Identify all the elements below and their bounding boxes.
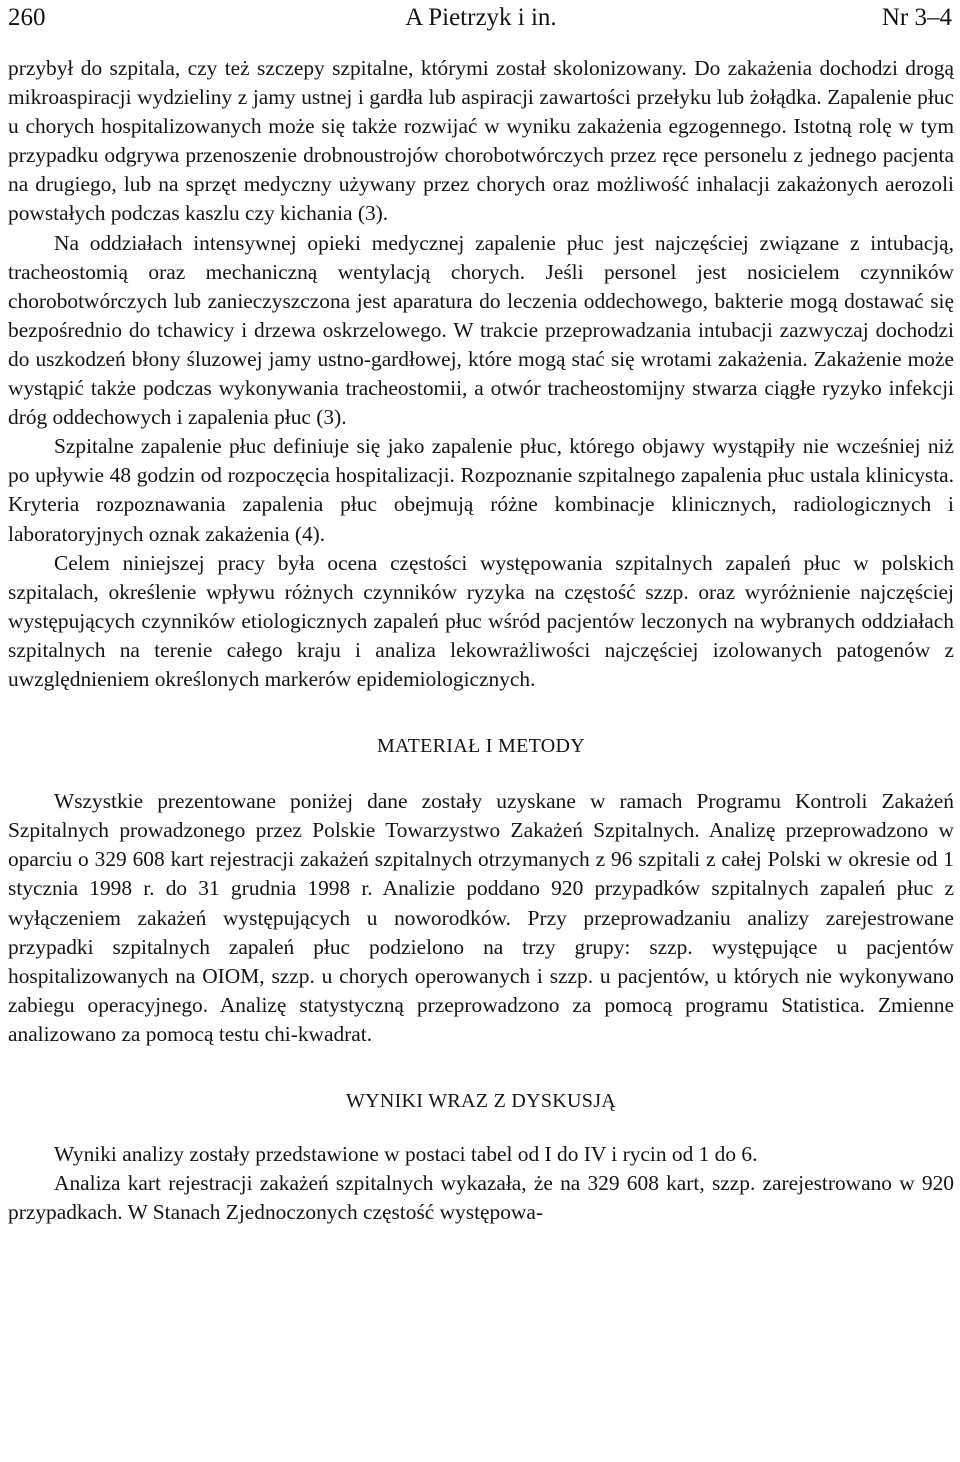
intro-paragraph-1: przybył do szpitala, czy też szczepy szpitalne, którymi został skolonizowany. Do zakażenia dochodzi drogą mikroaspiracji wydzieliny z jamy ustnej i gardła lub aspiracji zawartości przełyku lub żołądka. Zapalenie płuc u chorych hospitalizowanych może się także rozwijać w wyniku zakażenia egzogennego. Istotną rolę w tym przypadku odgrywa przenoszenie drobnoustrojów chorobotwórczych przez ręce personelu z jednego pacjenta na drugiego, lub na sprzęt medyczny używany przez chorych oraz możliwość inhalacji zakażonych aerozoli powstałych podczas kaszlu czy kichania (3). bbox=[8, 56, 954, 226]
results-paragraph-1: Wyniki analizy zostały przedstawione w postaci tabel od I do IV i rycin od 1 do 6. bbox=[54, 1142, 758, 1167]
document-page bbox=[8, 0, 954, 1227]
running-authors: A Pietrzyk i in. bbox=[405, 4, 557, 31]
methods-paragraph: Wszystkie prezentowane poniżej dane zostały uzyskane w ramach Programu Kontroli Zakażeń Szpitalnych prowadzonego przez Polskie Towarzystwo Zakażeń Szpitalnych. Analizę przeprowadzono w oparciu o 329 608 kart rejestracji zakażeń szpitalnych otrzymanych z 96 szpitali z całej Polski w okresie od 1 stycznia 1998 r. do 31 grudnia 1998 r. Analizie poddano 920 przypadków szpitalnych zapaleń płuc z wyłączeniem zakażeń występujących u noworodków. Przy przeprowadzaniu analizy zarejestrowane przypadki szpitalnych zapaleń płuc podzielono na trzy grupy: szzp. występujące u pacjentów hospitalizowanych na OIOM, szzp. u chorych operowanych i szzp. u pacjentów, u których nie wykonywano zabiegu operacyjnego. Analizę statystyczną przeprowadzono za pomocą programu Statistica. Zmienne analizowano za pomocą testu chi-kwadrat. bbox=[8, 789, 954, 1046]
running-header bbox=[8, 0, 954, 40]
section-heading-results: WYNIKI WRAZ Z DYSKUSJĄ bbox=[345, 1090, 617, 1112]
results-paragraph-2: Analiza kart rejestracji zakażeń szpitalnych wykazała, że na 329 608 kart, szzp. zarejestrowano w 920 przypadkach. W Stanach Zjednoczonych częstość występowa- bbox=[8, 1171, 954, 1225]
article-body bbox=[8, 54, 954, 1227]
intro-paragraph-3: Szpitalne zapalenie płuc definiuje się jako zapalenie płuc, którego objawy wystąpiły nie wcześniej niż po upływie 48 godzin od rozpoczęcia hospitalizacji. Rozpoznanie szpitalnego zapalenia płuc ustala klinicysta. Kryteria rozpoznawania zapalenia płuc obejmują różne kombinacje klinicznych, radiologicznych i laboratoryjnych oznak zakażenia (4). bbox=[8, 434, 954, 546]
intro-paragraph-2: Na oddziałach intensywnej opieki medycznej zapalenie płuc jest najczęściej związane z intubacją, tracheostomią oraz mechaniczną wentylacją chorych. Jeśli personel jest nosicielem czynników chorobotwórczych lub zanieczyszczona jest aparatura do leczenia oddechowego, bakterie mogą dostawać się bezpośrednio do tchawicy i drzewa oskrzelowego. W trakcie przeprowadzania intubacji zazwyczaj dochodzi do uszkodzeń błony śluzowej jamy ustno-gardłowej, które mogą stać się wrotami zakażenia. Zakażenie może wystąpić także podczas wykonywania tracheostomii, a otwór tracheostomijny stwarza ciągłe ryzyko infekcji dróg oddechowych i zapalenia płuc (3). bbox=[8, 230, 954, 430]
page-number: 260 bbox=[8, 4, 46, 31]
journal-issue: Nr 3–4 bbox=[881, 4, 952, 31]
intro-paragraph-4: Celem niniejszej pracy była ocena częstości występowania szpitalnych zapaleń płuc w polskich szpitalach, określenie wpływu różnych czynników ryzyka na częstość szzp. oraz wyróżnienie najczęściej występujących czynników etiologicznych zapaleń płuc wśród pacjentów leczonych na wybranych oddziałach szpitalnych na terenie całego kraju i analiza lekowrażliwości najczęściej izolowanych patogenów z uwzględnieniem określonych markerów epidemiologicznych. bbox=[8, 550, 954, 691]
section-heading-methods: MATERIAŁ I METODY bbox=[376, 735, 586, 758]
